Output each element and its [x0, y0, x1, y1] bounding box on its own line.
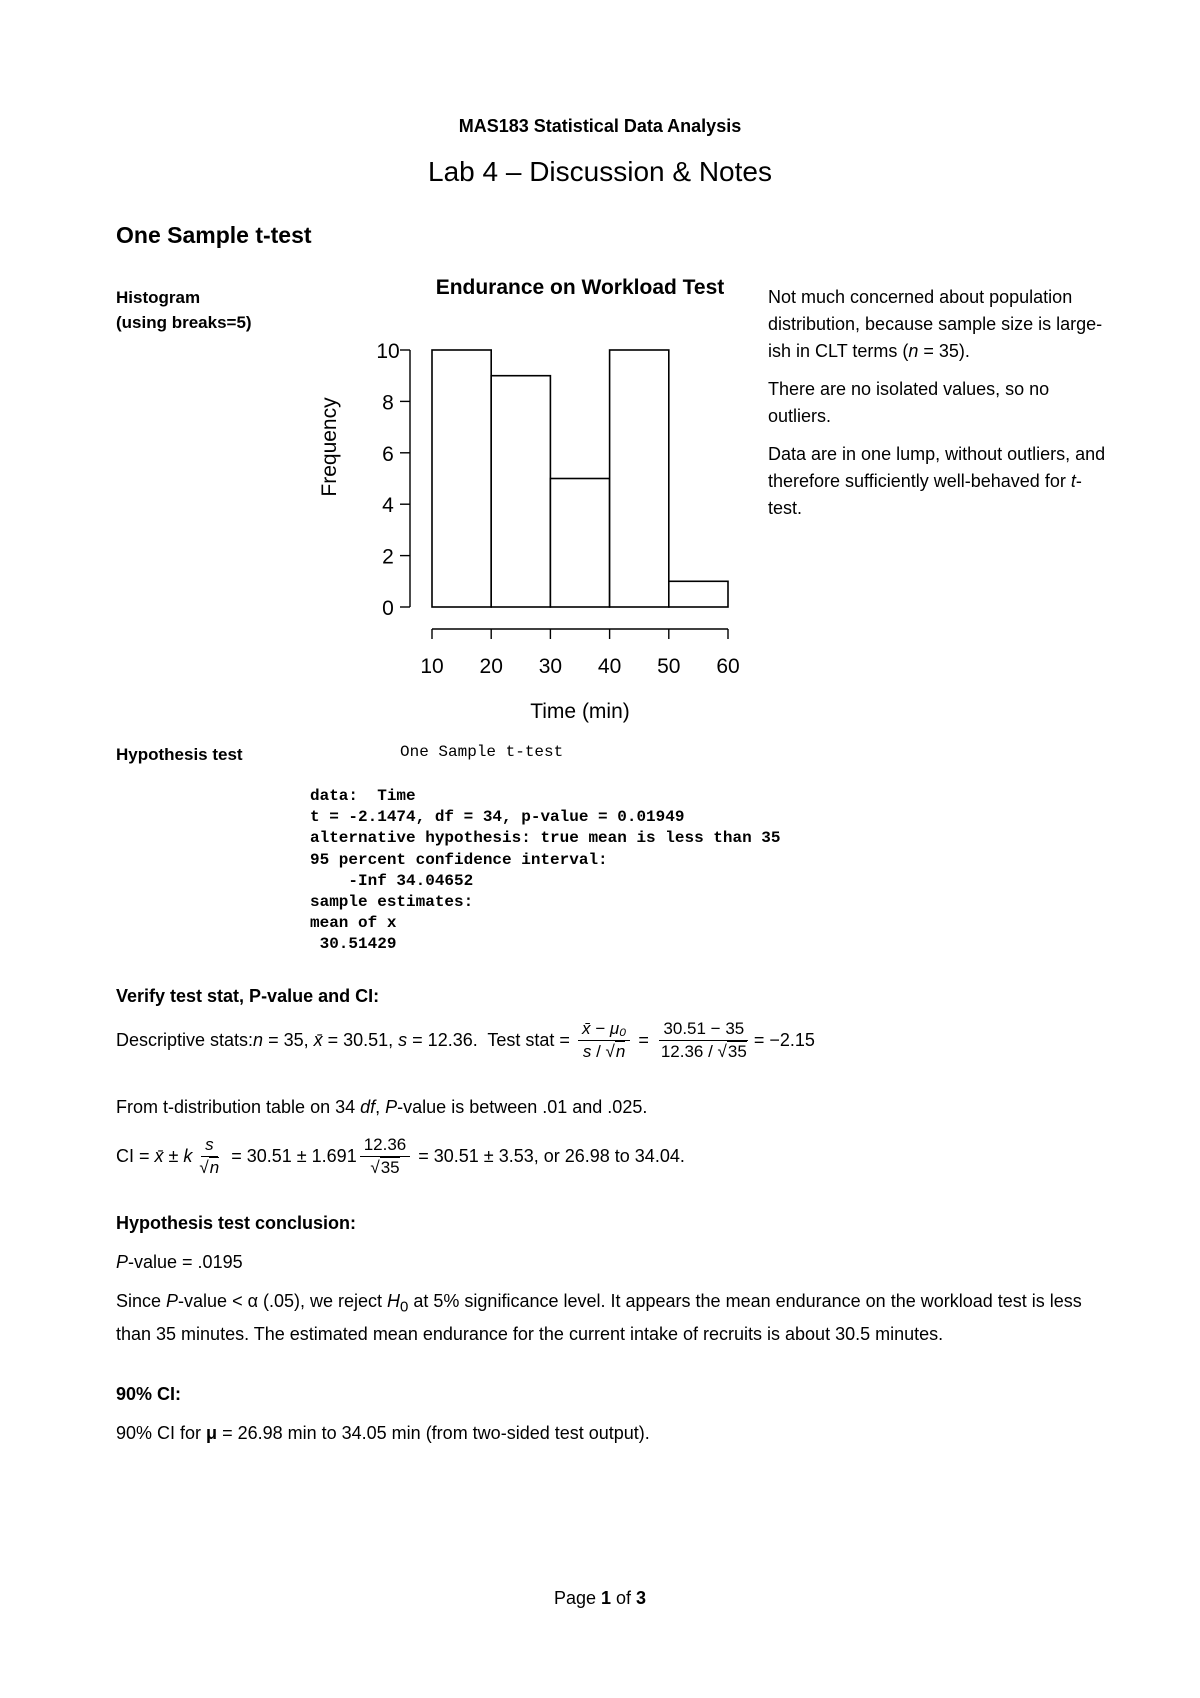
y-tick-label: 6	[382, 442, 394, 466]
table-text-a: From t-distribution table on 34	[116, 1097, 361, 1117]
histogram-label-line2: (using breaks=5)	[116, 313, 252, 332]
histogram-bar	[610, 350, 669, 607]
desc-n: n	[253, 1030, 264, 1050]
concl-b: -value < α (.05), we reject	[178, 1291, 388, 1311]
concl-0: 0	[400, 1298, 409, 1316]
ci-den2: 35	[380, 1157, 400, 1177]
note3-t: t	[1070, 471, 1076, 491]
ci-fraction: $\frac{s}{√n}$	[199, 1134, 220, 1177]
ci-prefix: CI =	[116, 1146, 155, 1166]
ts-den-s: s	[582, 1041, 592, 1061]
footer-of: of	[611, 1588, 637, 1608]
note1-text: Not much concerned about population distribution, because sample size is large-ish in CLT terms (	[768, 287, 1103, 361]
note3-text: Data are in one lump, without outliers, and therefore sufficiently well-behaved for	[768, 444, 1106, 491]
ci-line	[116, 1128, 1096, 1184]
table-text-c: -value is between .01 and .025.	[397, 1097, 648, 1117]
ts-numerator-values: 30.51 − 35	[659, 1018, 748, 1041]
ci-xbar: x̄	[154, 1146, 164, 1166]
y-tick-label: 4	[382, 494, 394, 518]
histogram-bar	[432, 350, 491, 607]
p-line-rest: -value = .0195	[128, 1252, 243, 1272]
y-tick-label: 10	[376, 340, 400, 363]
bars-group	[432, 350, 728, 607]
desc-s-val: = 12.36. Test stat =	[407, 1030, 575, 1050]
y-tick-label: 8	[382, 391, 394, 415]
ci-pm-k: ± k	[163, 1146, 193, 1166]
histogram-bar	[550, 479, 609, 608]
y-tick-label: 2	[382, 545, 394, 569]
table-P: P	[385, 1097, 398, 1117]
ci90-text	[116, 1420, 1096, 1447]
concl-H: H	[387, 1291, 401, 1311]
note1-end: = 35).	[918, 341, 970, 361]
ci-num2: 12.36	[360, 1134, 411, 1157]
side-notes	[768, 284, 1108, 533]
y-axis	[376, 340, 410, 620]
histogram-chart	[300, 262, 760, 732]
x-tick-label: 50	[657, 655, 681, 678]
course-title: MAS183 Statistical Data Analysis	[458, 116, 742, 136]
note3-end: -test.	[768, 471, 1082, 518]
concl-a: Since	[116, 1291, 167, 1311]
lab-title: Lab 4 – Discussion & Notes	[428, 156, 772, 187]
desc-s: s	[398, 1030, 408, 1050]
ci90-a: 90% CI for	[116, 1423, 207, 1443]
table-text-b: ,	[375, 1097, 386, 1117]
x-tick-label: 60	[716, 655, 740, 678]
page-footer	[0, 1588, 1200, 1609]
verify-heading: Verify test stat, P-value and CI:	[116, 986, 380, 1006]
ttest-output-title: One Sample t-test	[400, 743, 564, 761]
p-value-line	[116, 1249, 1096, 1276]
desc-xbar: x̄	[313, 1030, 323, 1050]
x-tick-label: 30	[538, 655, 563, 678]
note-outliers: There are no isolated values, so no outliers.	[768, 379, 1050, 426]
conclusion-heading: Hypothesis test conclusion:	[116, 1213, 357, 1233]
x-axis	[420, 629, 739, 678]
concl-P: P	[166, 1291, 179, 1311]
histogram-bar	[669, 581, 728, 607]
ci-tail: , or 26.98 to 34.04.	[533, 1146, 685, 1166]
conclusion-text	[116, 1288, 1096, 1348]
table-line	[116, 1094, 1096, 1121]
ts-numerator: x̄ − μ₀	[578, 1018, 630, 1041]
histogram-label	[116, 285, 252, 335]
ts-den2-b: 35	[727, 1041, 747, 1061]
footer-num: 1	[601, 1588, 612, 1608]
note-lump	[768, 441, 1108, 522]
ci-end: = 30.51 ± 3.53	[413, 1146, 534, 1166]
test-stat-fraction: $\frac{\text{x̄ − μ₀}}{s / √n}$	[578, 1018, 630, 1063]
table-df: df	[360, 1097, 376, 1117]
histogram-label-line1: Histogram	[116, 288, 201, 307]
ci-s: s	[201, 1134, 218, 1157]
hypothesis-test-label: Hypothesis test	[116, 745, 243, 764]
ci-n: n	[209, 1157, 220, 1177]
x-tick-label: 40	[597, 655, 622, 678]
footer-page: Page	[553, 1588, 601, 1608]
test-stat-values-fraction: $\frac{30.51 - 35}{12.36 / √35}$	[660, 1018, 747, 1061]
chart-title: Endurance on Workload Test	[435, 276, 725, 299]
desc-n-val: = 35,	[263, 1030, 314, 1050]
desc-xbar-val: = 30.51,	[322, 1030, 399, 1050]
note1-n: n	[908, 341, 919, 361]
ci-values-fraction: $\frac{12.36}{√35}$	[360, 1134, 411, 1179]
ci90-mu: μ	[206, 1423, 218, 1443]
ts-den2-a: 12.36 /	[660, 1041, 718, 1061]
p-line-P: P	[116, 1252, 129, 1272]
concl-c: at 5% significance level. It appears the mean endurance on the workload test is less than 35 minutes. The estimated mean endurance for the current intake of recruits is about 30.5 minutes.	[116, 1291, 1082, 1344]
note-sample-size	[768, 284, 1108, 365]
chart-xlabel: Time (min)	[530, 700, 630, 723]
chart-ylabel: Frequency	[318, 397, 341, 497]
desc-prefix: Descriptive stats:	[116, 1030, 254, 1050]
ci-mid: = 30.51 ± 1.691	[226, 1146, 357, 1166]
x-tick-label: 10	[420, 655, 444, 678]
ci90-heading: 90% CI:	[116, 1384, 182, 1404]
ts-den-n: n	[615, 1041, 626, 1061]
histogram-bar	[491, 376, 550, 607]
y-tick-label: 0	[382, 597, 394, 620]
descriptive-stats-line: Descriptive stats: n = 35, x̄ = 30.51, s = 12.36. Test stat = $\frac{\text{x̄ − μ₀}}{s / √n}$ = $\frac{30.51 - 35}{12.36 / √35}$ = −2.15	[116, 1012, 1096, 1068]
footer-total: 3	[636, 1588, 647, 1608]
ci90-b: = 26.98 min to 34.05 min (from two-sided test output).	[217, 1423, 650, 1443]
ttest-output: data: Time t = -2.1474, df = 34, p-value = 0.01949 alternative hypothesis: true mean is less than 35 95 percent confidence interval: -Inf 34.04652 sample estimates: mean of x 30.51429	[310, 787, 781, 954]
section-heading: One Sample t-test	[116, 222, 312, 248]
test-stat-result: = −2.15	[753, 1030, 815, 1050]
x-tick-label: 20	[479, 655, 503, 678]
